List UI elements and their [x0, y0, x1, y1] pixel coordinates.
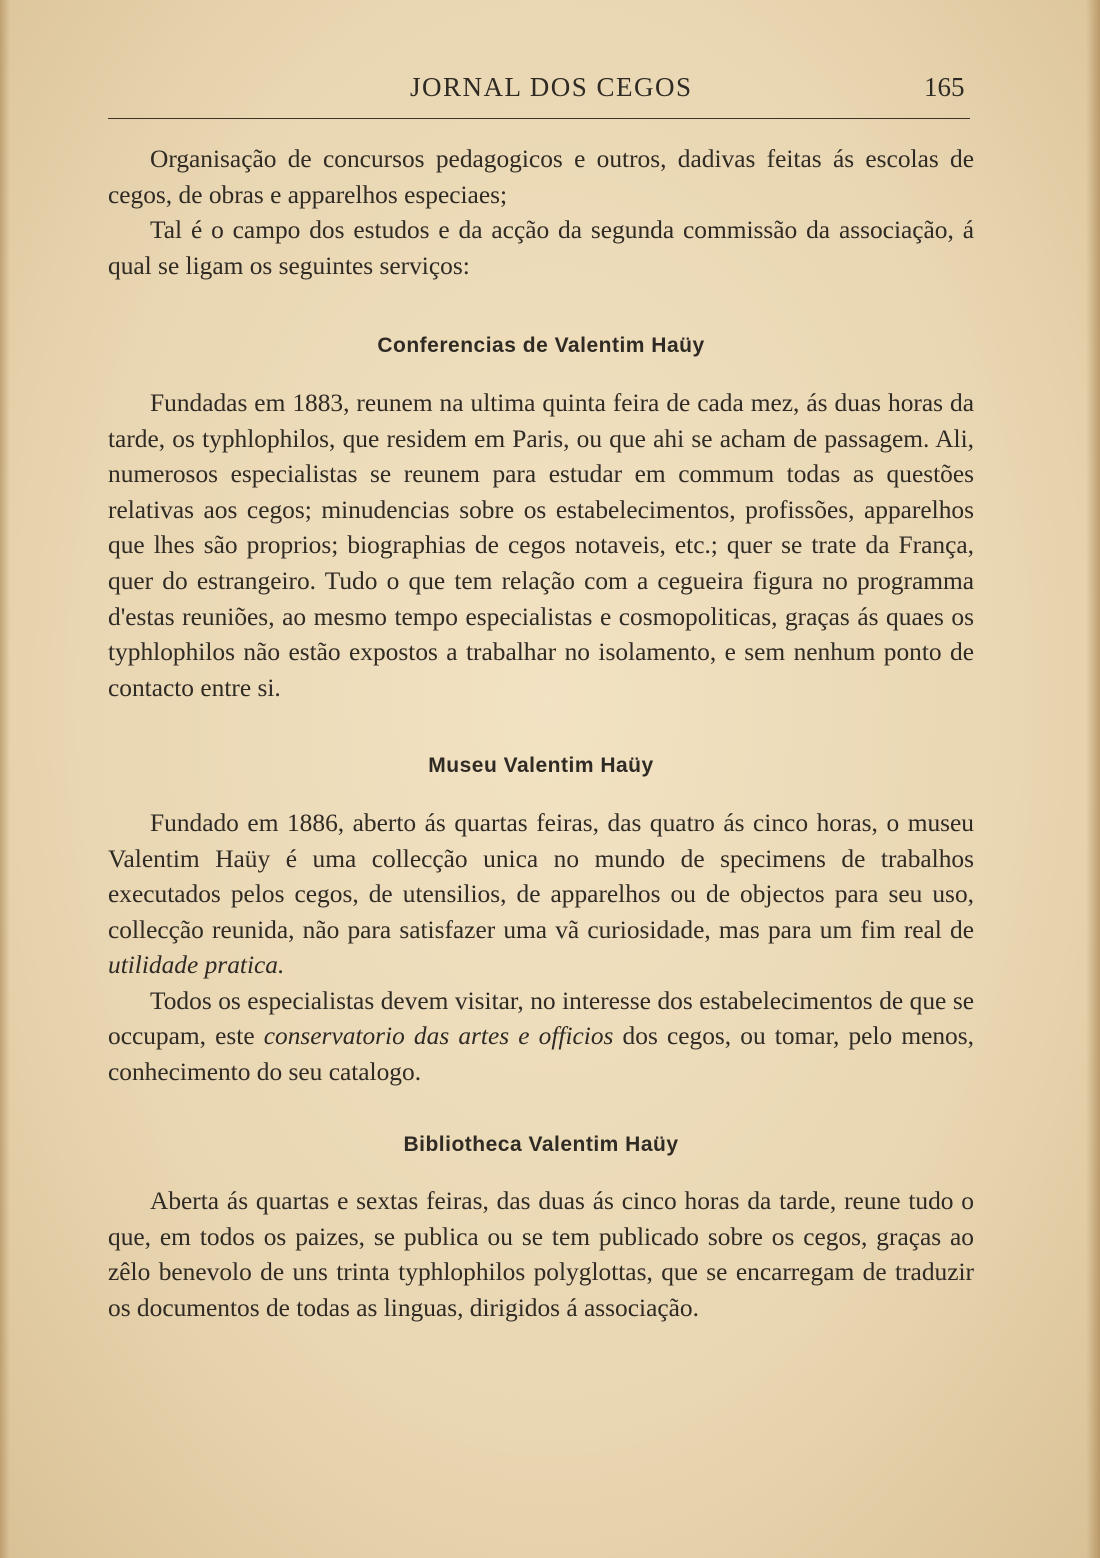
- body-text: [108, 142, 974, 1327]
- section-heading-museu: Museu Valentim Haüy: [428, 754, 654, 778]
- museu-paragraph-2-italic: conservatorio das artes e officios: [263, 1022, 614, 1051]
- museu-paragraph-1: [108, 806, 974, 984]
- page-edge-left: [0, 0, 10, 1558]
- page-number: 165: [924, 72, 965, 102]
- journal-title: JORNAL DOS CEGOS: [410, 72, 693, 102]
- conferencias-paragraph: Fundadas em 1883, reunem na ultima quinta feira de cada mez, ás duas horas da tarde, os typhlophilos, que residem em Paris, ou que ahi se acham de passagem. Ali, numerosos especialistas se reunem para estudar em commum todas as questões relativas aos cegos; minudencias sobre os estabelecimentos, profissões, apparelhos que lhes são proprios; biographias de cegos notaveis, etc.; quer se trate da França, quer do estrangeiro. Tudo o que tem relação com a cegueira figura no programma d'estas reuniões, ao mesmo tempo especialistas e cosmopoliticas, graças ás quaes os typhlophilos não estão expostos a trabalhar no isolamento, e sem nenhum ponto de contacto entre si.: [108, 388, 974, 702]
- museu-paragraph-1-italic: utilidade pratica.: [108, 951, 285, 980]
- bibliotheca-paragraph: Aberta ás quartas e sextas feiras, das duas ás cinco horas da tarde, reune tudo o que, em todos os paizes, se publica ou se tem publicado sobre os cegos, graças ao zêlo benevolo de uns trinta typhlophilos polyglottas, que se encarregam de traduzir os documentos de todas as linguas, dirigidos á associação.: [108, 1187, 974, 1323]
- museu-paragraph-1-text: Fundado em 1886, aberto ás quartas feiras, das quatro ás cinco horas, o museu Valentim Haüy é uma collecção unica no mundo de specimens de trabalhos executados pelos cegos, de utensilios, de apparelhos ou de objectos para seu uso, collecção reunida, não para satisfazer uma vã curiosidade, mas para um fim real de: [108, 808, 974, 944]
- museu-paragraph-2-text-end: dos cegos, ou tomar, pelo menos, conhecimento do seu catalogo.: [108, 1022, 974, 1087]
- intro-paragraph-1: Organisação de concursos pedagogicos e outros, dadivas feitas ás escolas de cegos, de obras e apparelhos especiaes;: [108, 145, 974, 209]
- museu-paragraph-2-text-start: Todos os especialistas devem visitar, no interesse dos estabelecimentos de que se occupam, este: [108, 986, 974, 1051]
- section-heading-conferencias: Conferencias de Valentim Haüy: [377, 334, 705, 358]
- intro-paragraph-2: Tal é o campo dos estudos e da acção da segunda commissão da associação, á qual se ligam os seguintes serviços:: [108, 216, 974, 280]
- page-edge-right: [1086, 0, 1100, 1558]
- museu-paragraph-2: [108, 984, 974, 1091]
- running-head: [0, 72, 1100, 112]
- section-heading-bibliotheca: Bibliotheca Valentim Haüy: [403, 1132, 679, 1156]
- header-rule: [108, 118, 970, 119]
